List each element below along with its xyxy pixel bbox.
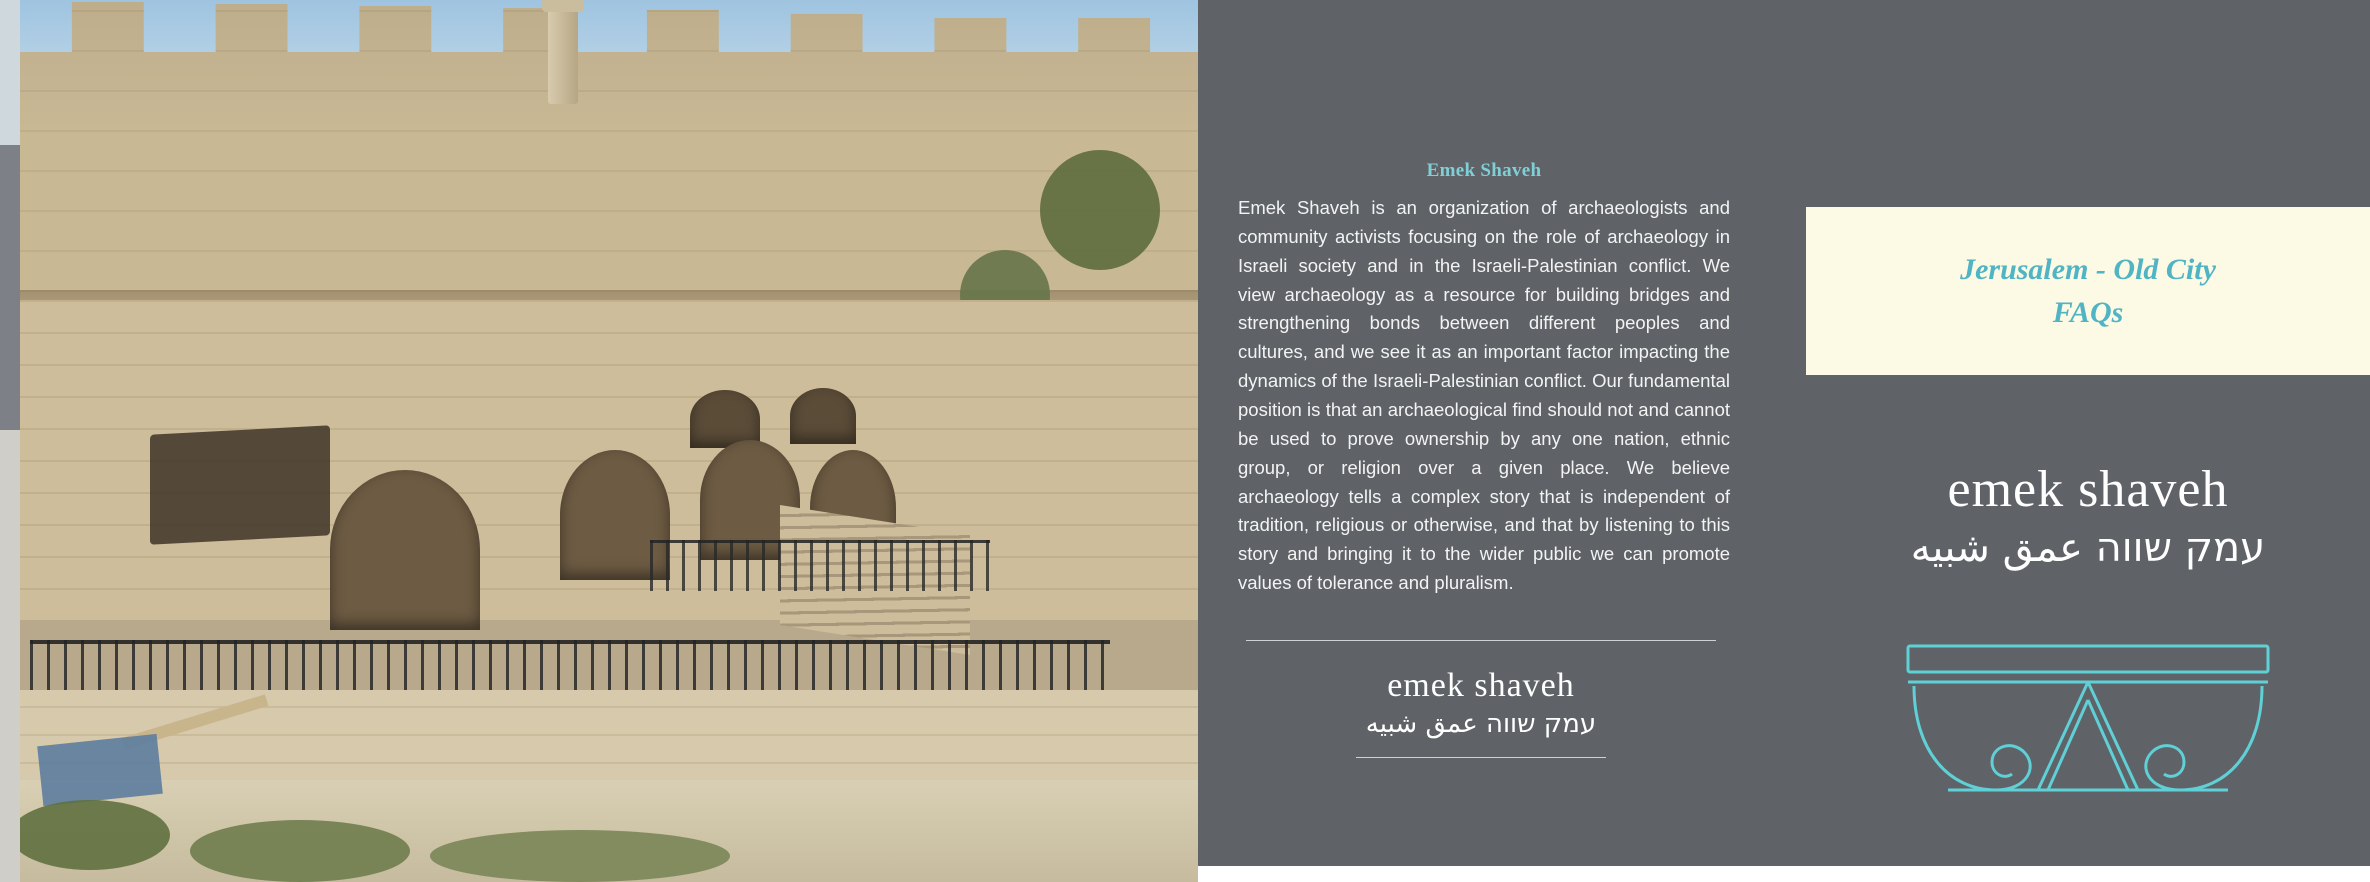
faq-title-line-1: Jerusalem - Old City [1960,252,2216,286]
vegetation [1040,150,1160,270]
blue-tarp [37,734,163,806]
about-body: Emek Shaveh is an organization of archaeologists and community activists focusing on the role of archaeology in Israeli society and in the Israeli-Palestinian conflict. We view archaeology as a resource for building bridges and strengthening bonds between different peoples and cultures, and we see it as an important factor impacting the dynamics of the Israeli-Palestinian conflict. Our fundamental position is that an archaeological find should not and cannot be used to prove ownership by any one nation, ethnic group, or religion over a given place. We believe archaeology tells a complex story that is independent of tradition, religious or otherwise, and that by listening to this story and bringing it to the wider public we can promote values of tolerance and pluralism. [1238,197,1730,594]
stone-arch [790,388,856,444]
photo-left-edge [0,0,20,882]
logo-small-script: עמק שווה عمق شبيه [1365,709,1597,739]
divider-bottom [1356,757,1606,758]
logo-large [1806,460,2370,571]
faq-title-card [1806,207,2370,375]
logo-small-latin: emek shaveh [1387,667,1575,704]
about-section [1238,160,1730,598]
stone-arch [330,470,480,630]
brochure-right-panel [1198,0,2370,882]
vegetation [10,800,170,870]
about-title: Emek Shaveh [1426,160,1542,181]
minaret [548,8,578,104]
vegetation [430,830,730,882]
lower-stone-wall [0,690,1198,790]
railing [650,540,990,591]
logo-large-latin: emek shaveh [1947,461,2229,518]
capital-ornament-emblem-icon [1806,640,2370,840]
vegetation [190,820,410,882]
logo-large-script: עמק שווה عمق شبيه [1910,525,2266,571]
logo-small [1246,640,1716,758]
page-bottom-margin [1198,866,2370,882]
faq-title-line-2: FAQs [2052,296,2124,329]
divider-top [1246,640,1716,641]
cave-opening [150,425,330,544]
